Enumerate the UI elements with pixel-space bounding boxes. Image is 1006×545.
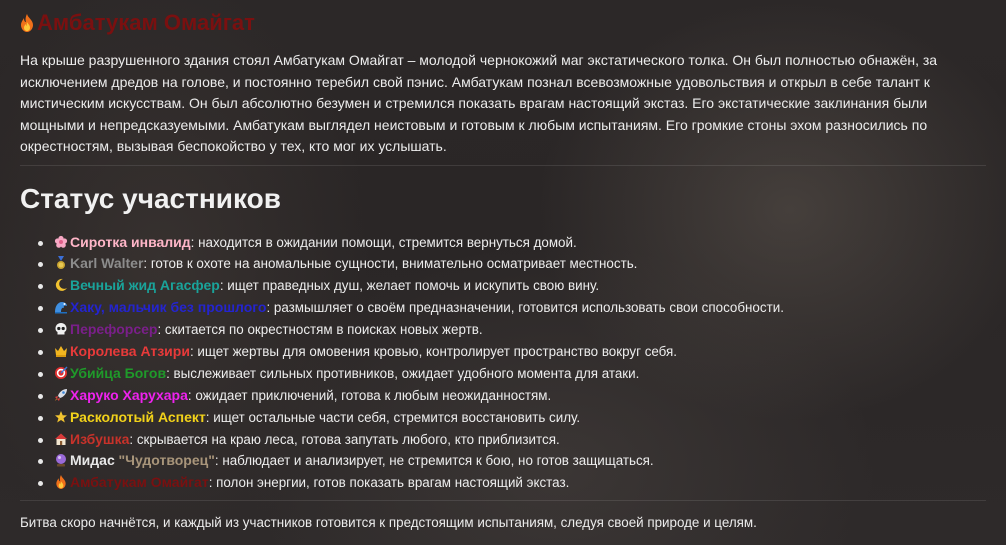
player-status-item	[54, 232, 986, 254]
player-status-text: : находится в ожидании помощи, стремится вернуться домой.	[190, 234, 577, 250]
player-name: Karl Walter	[70, 255, 144, 272]
player-name: Избушка	[70, 430, 130, 447]
player-status-item	[54, 253, 986, 275]
player-status-item	[54, 297, 986, 319]
divider	[20, 165, 986, 166]
player-status-text: : полон энергии, готов показать врагам настоящий экстаз.	[208, 475, 570, 491]
star-icon	[54, 410, 68, 424]
intro-paragraph: На крыше разрушенного здания стоял Амбатукам Омайгат – молодой чернокожий маг экстатического толка. Он был полностью обнажён, за исключением дредов на голове, и постоянно теребил свой пэнис. Амбатукам познал всевозможные удовольствия и открыл в себе талант к мистическим искусствам. Он был абсолютно безумен и стремился показать врагам настоящий экстаз. Его экстатические заклинания были мощными и непредсказуемыми. Амбатукам выглядел неистовым и готовым к любым испытаниям. Его громкие стоны эхом разносились по окрестностям, вызывая беспокойство у тех, кто мог их услышать.	[20, 52, 938, 154]
player-name: Хаку, мальчик без прошлого	[70, 299, 267, 316]
player-status-text: : ищет остальные части себя, стремится восстановить силу.	[205, 409, 581, 425]
player-status-list	[20, 232, 986, 495]
player-status-item	[54, 429, 986, 451]
player-name: Вечный жид Агасфер	[70, 277, 220, 294]
medal-icon	[54, 256, 68, 270]
player-name: Амбатукам Омайгат	[70, 474, 209, 491]
player-name: Сиротка инвалид	[70, 233, 191, 250]
player-name: Расколотый Аспект	[70, 408, 206, 425]
player-status-text: : ищет жертвы для омовения кровью, контролирует пространство вокруг себя.	[189, 343, 678, 359]
player-status-item	[54, 341, 986, 363]
page-title	[20, 8, 986, 38]
flower-icon	[54, 235, 68, 249]
message-content	[20, 0, 986, 533]
page-title-text: Амбатукам Омайгат	[37, 10, 255, 35]
wave-icon	[54, 300, 68, 314]
player-name: Королева Атзири	[70, 342, 190, 359]
outro-paragraph: Битва скоро начнётся, и каждый из участников готовится к предстоящим испытаниям, следуя своей природе и целям.	[20, 515, 757, 531]
player-status-text: : выслеживает сильных противников, ожидает удобного момента для атаки.	[166, 365, 640, 381]
player-status-item	[54, 472, 986, 494]
player-status-text: : наблюдает и анализирует, не стремится к бою, но готов защищаться.	[214, 453, 654, 469]
player-name: Харуко Харухара	[70, 386, 188, 403]
player-status-text: : размышляет о своём предназначении, готовится использовать свои способности.	[266, 300, 784, 316]
player-status-item	[54, 385, 986, 407]
player-status-text: : скрывается на краю леса, готова запутать любого, кто приблизится.	[129, 431, 560, 447]
player-status-item	[54, 363, 986, 385]
player-status-text: : скитается по окрестностям в поисках новых жертв.	[157, 322, 483, 338]
player-name-epithet: "Чудотворец"	[118, 452, 215, 469]
divider	[20, 500, 986, 501]
player-name: Убийца Богов	[70, 364, 167, 381]
player-status-item	[54, 450, 986, 472]
player-status-item	[54, 407, 986, 429]
status-heading: Статус участников	[20, 182, 281, 214]
player-status-text: : ищет праведных душ, желает помочь и искупить свою вину.	[219, 278, 600, 294]
player-name: Перефорсер	[70, 321, 158, 338]
house-icon	[54, 432, 68, 446]
flame-icon	[54, 475, 68, 489]
player-status-text: : ожидает приключений, готова к любым неожиданностям.	[187, 387, 552, 403]
player-status-item	[54, 275, 986, 297]
crescent-moon-icon	[54, 278, 68, 292]
skull-icon	[54, 322, 68, 336]
player-name: Мидас	[70, 452, 115, 469]
rocket-icon	[54, 388, 68, 402]
player-status-item	[54, 319, 986, 341]
crystal-ball-icon	[54, 453, 68, 467]
flame-icon	[20, 14, 34, 32]
target-icon	[54, 366, 68, 380]
crown-icon	[54, 344, 68, 358]
player-status-text: : готов к охоте на аномальные сущности, внимательно осматривает местность.	[143, 256, 638, 272]
